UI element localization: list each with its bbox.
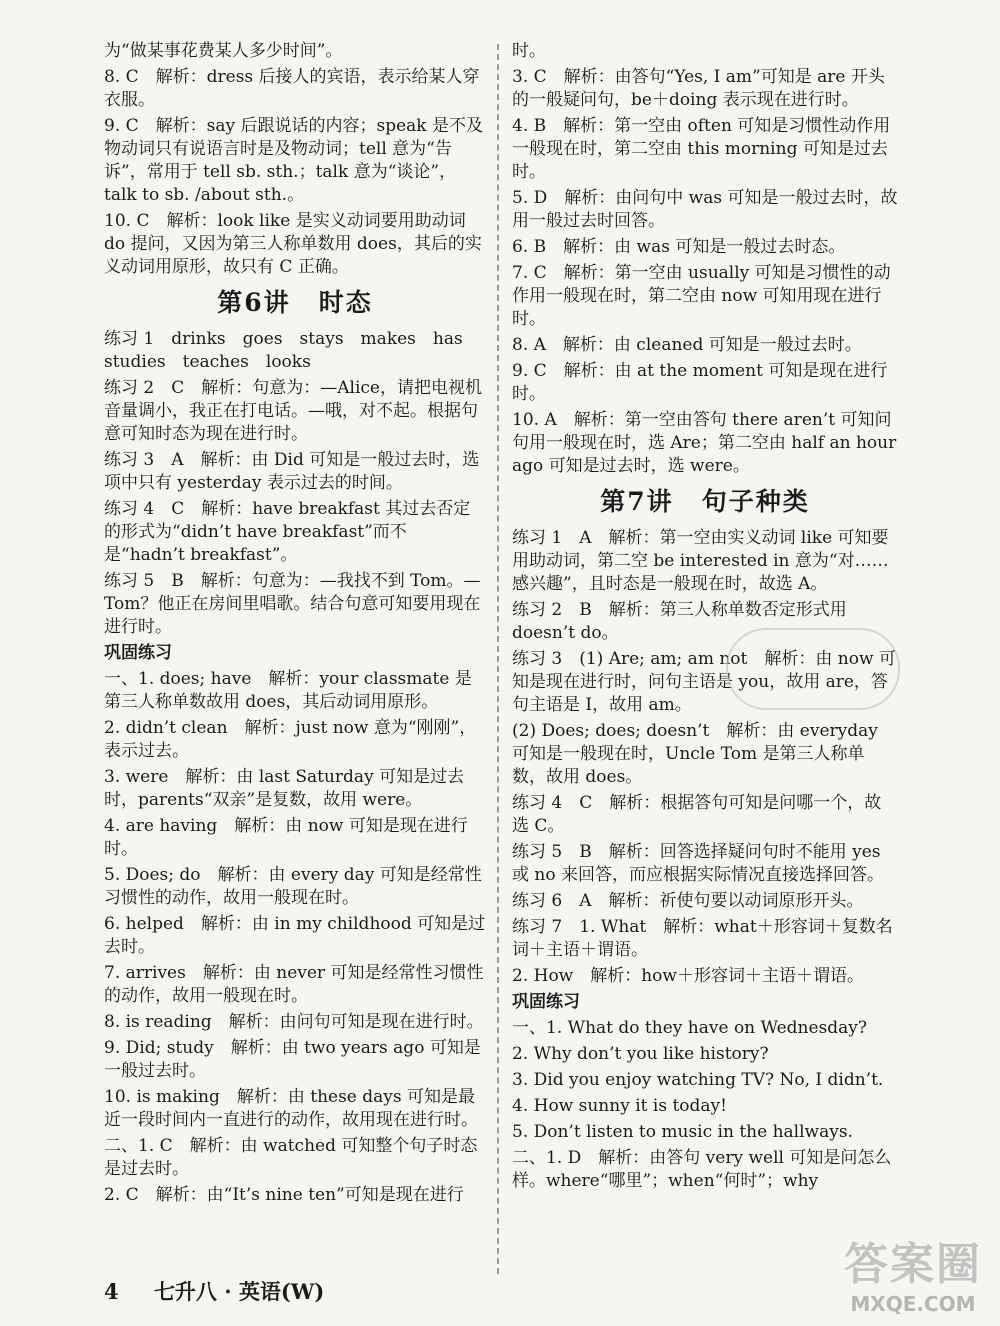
site-watermark	[844, 1228, 982, 1316]
answer-entry: 练习 4 C 解析：have breakfast 其过去否定的形式为“didn’t have breakfast”而不是“hadn’t breakfast”。	[104, 499, 471, 565]
answer-entry: 8. is reading 解析：由问句可知是现在进行时。	[104, 1012, 484, 1032]
answer-entry: 4. are having 解析：由 now 可知是现在进行时。	[104, 816, 468, 859]
answer-entry: 6. B 解析：由 was 可知是一般过去时态。	[512, 237, 846, 257]
section-number: 第7讲	[600, 487, 674, 516]
answer-entry: 练习 5 B 解析：回答选择疑问句时不能用 yes 或 no 来回答，而应根据实际情况直接选择回答。	[512, 842, 884, 885]
answer-entry: 3. were 解析：由 last Saturday 可知是过去时，parents“双亲”是复数，故用 were。	[104, 767, 465, 810]
answer-entry: 一、1. What do they have on Wednesday?	[512, 1018, 868, 1038]
answer-entry: 二、1. D 解析：由答句 very well 可知是问怎么样。where“哪里”；when“何时”；why	[512, 1148, 892, 1191]
answer-entry: 4. B 解析：第一空由 often 可知是习惯性动作用一般现在时，第二空由 this morning 可知是过去时。	[512, 116, 891, 182]
answer-entry: 7. arrives 解析：由 never 可知是经常性习惯性的动作，故用一般现在时。	[104, 963, 484, 1006]
answer-entry: 为“做某事花费某人多少时间”。	[104, 41, 343, 61]
section-title: 时态	[318, 288, 373, 317]
answer-entry: 9. C 解析：由 at the moment 可知是现在进行时。	[512, 361, 888, 404]
answer-entry: 练习 4 C 解析：根据答句可知是问哪一个，故选 C。	[512, 793, 882, 836]
book-title: 七升八 · 英语(W)	[153, 1279, 325, 1304]
answer-entry: 10. C 解析：look like 是实义动词要用助动词 do 提问，又因为第三人称单数用 does，其后的实义动词用原形，故只有 C 正确。	[104, 211, 482, 277]
section-heading	[104, 288, 486, 317]
answer-entry: 2. didn’t clean 解析：just now 意为“刚刚”，表示过去。	[104, 718, 477, 761]
answer-entry: (2) Does; does; doesn’t 解析：由 everyday 可知是一般现在时，Uncle Tom 是第三人称单数，故用 does。	[512, 721, 878, 787]
answer-entry: 3. Did you enjoy watching TV? No, I didn’t.	[512, 1070, 884, 1090]
answer-entry: 二、1. C 解析：由 watched 可知整个句子时态是过去时。	[104, 1136, 478, 1179]
answer-entry: 2. Why don’t you like history?	[512, 1044, 769, 1064]
answer-entry: 练习 7 1. What 解析：what＋形容词＋复数名词＋主语＋谓语。	[512, 917, 893, 960]
watermark-logo: 答案圈	[844, 1239, 982, 1290]
subheading: 巩固练习	[104, 643, 172, 663]
answer-entry: 4. How sunny it is today!	[512, 1096, 727, 1116]
answer-entry: 7. C 解析：第一空由 usually 可知是习惯性的动作用一般现在时，第二空由 now 可知用现在进行时。	[512, 263, 891, 329]
section-number: 第6讲	[217, 288, 291, 317]
answer-entry: 练习 2 C 解析：句意为：—Alice，请把电视机音量调小，我正在打电话。—哦，对不起。根据句意可知时态为现在进行时。	[104, 378, 482, 444]
answer-entry: 6. helped 解析：由 in my childhood 可知是过去时。	[104, 914, 486, 957]
answer-entry: 2. How 解析：how＋形容词＋主语＋谓语。	[512, 966, 864, 986]
answer-entry: 9. Did; study 解析：由 two years ago 可知是一般过去时。	[104, 1038, 481, 1081]
page-footer	[104, 1276, 324, 1306]
answer-entry: 练习 1 A 解析：第一空由实义动词 like 可知要用助动词，第二空 be interested in 意为“对……感兴趣”，且时态是一般现在时，故选 A。	[512, 528, 889, 594]
answer-entry: 时。	[512, 41, 546, 61]
answer-entry: 练习 1 drinks goes stays makes has studies teaches looks	[104, 329, 480, 372]
column-divider	[497, 44, 499, 1274]
section-heading	[512, 487, 898, 516]
answer-entry: 9. C 解析：say 后跟说话的内容；speak 是不及物动词只有说语言时是及物动词；tell 意为“告诉”，常用于 tell sb. sth.；talk 意为“谈论”，talk to sb. /about sth.。	[104, 116, 484, 205]
answer-entry: 10. A 解析：第一空由答句 there aren’t 可知问句用一般现在时，选 Are；第二空由 half an hour ago 可知是过去时，选 were。	[512, 410, 897, 476]
answer-entry: 8. A 解析：由 cleaned 可知是一般过去时。	[512, 335, 862, 355]
answer-entry: 2. C 解析：由“It’s nine ten”可知是现在进行	[104, 1185, 464, 1205]
watermark-url: MXQE.COM	[850, 1292, 976, 1316]
left-column	[104, 40, 486, 1210]
answer-entry: 5. D 解析：由问句中 was 可知是一般过去时，故用一般过去时回答。	[512, 188, 898, 231]
answer-entry: 练习 2 B 解析：第三人称单数否定形式用 doesn’t do。	[512, 600, 847, 643]
subheading: 巩固练习	[512, 992, 580, 1012]
page-number: 4	[104, 1279, 119, 1304]
answer-entry: 3. C 解析：由答句“Yes, I am”可知是 are 开头的一般疑问句，be＋doing 表示现在进行时。	[512, 67, 885, 110]
answer-entry: 练习 6 A 解析：祈使句要以动词原形开头。	[512, 891, 864, 911]
section-title: 句子种类	[701, 487, 810, 516]
answer-entry: 一、1. does; have 解析：your classmate 是第三人称单数故用 does，其后动词用原形。	[104, 669, 472, 712]
answer-entry: 练习 5 B 解析：句意为：—我找不到 Tom。—Tom？他正在房间里唱歌。结合句意可知要用现在进行时。	[104, 571, 481, 637]
answer-entry: 10. is making 解析：由 these days 可知是最近一段时间内一直进行的动作，故用现在进行时。	[104, 1087, 478, 1130]
right-column	[512, 40, 898, 1196]
stamp-watermark	[726, 628, 900, 710]
answer-entry: 5. Does; do 解析：由 every day 可知是经常性习惯性的动作，故用一般现在时。	[104, 865, 482, 908]
answer-entry: 练习 3 (1) Are; am; am not 解析：由 now 可知是现在进行时，问句主语是 you，故用 are，答句主语是 I，故用 am。	[512, 649, 896, 715]
answer-entry: 5. Don’t listen to music in the hallways.	[512, 1122, 853, 1142]
answer-entry: 8. C 解析：dress 后接人的宾语，表示给某人穿衣服。	[104, 67, 480, 110]
answer-entry: 练习 3 A 解析：由 Did 可知是一般过去时，选项中只有 yesterday 表示过去的时间。	[104, 450, 480, 493]
